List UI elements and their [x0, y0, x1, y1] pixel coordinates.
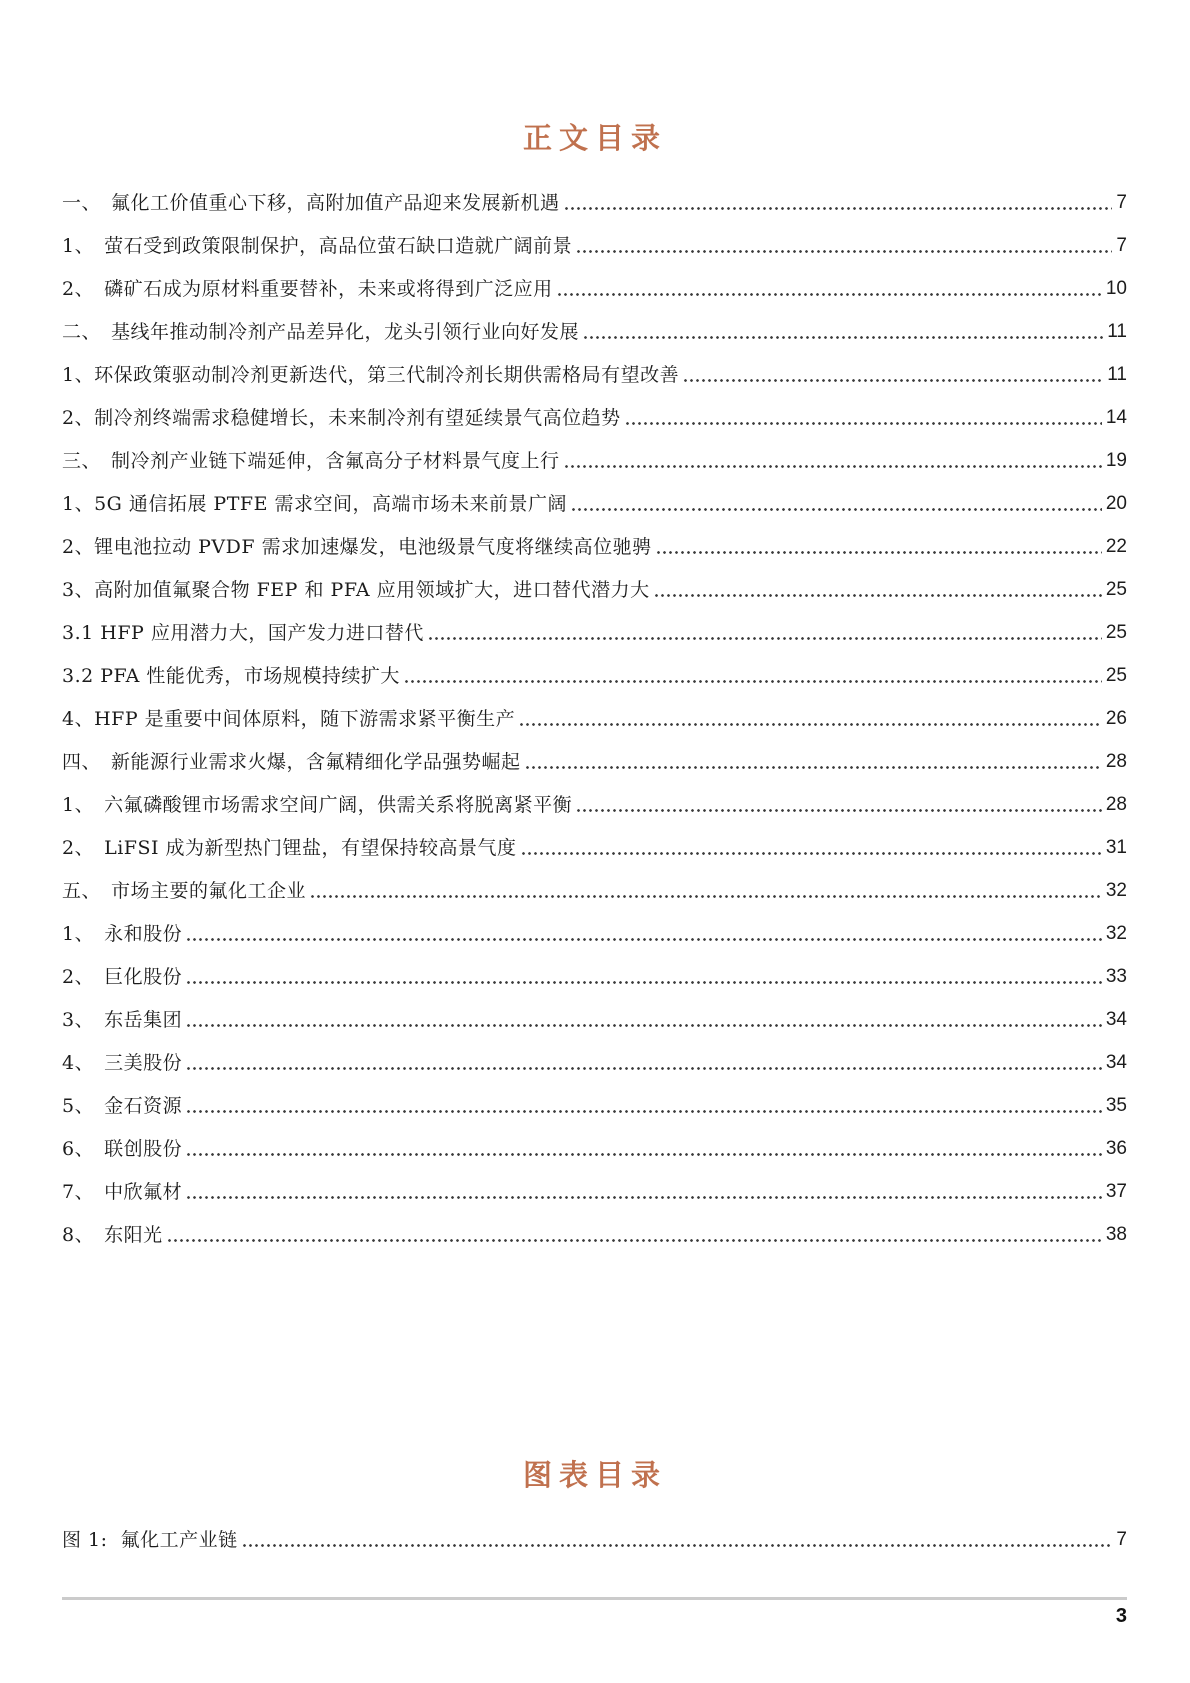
toc-entry[interactable] — [62, 731, 1127, 774]
footer-page-number: 3 — [1115, 1605, 1127, 1627]
dotted-leader — [657, 551, 1102, 554]
toc-entry[interactable] — [62, 903, 1127, 946]
toc-entry-page: 34 — [1105, 1052, 1127, 1073]
toc-entry[interactable] — [62, 215, 1127, 258]
dotted-leader — [168, 1239, 1102, 1242]
dotted-leader — [187, 981, 1102, 984]
toc-entry[interactable] — [62, 645, 1127, 688]
dotted-leader — [565, 465, 1102, 468]
dotted-leader — [522, 852, 1102, 855]
toc-entry[interactable] — [62, 516, 1127, 559]
dotted-leader — [577, 809, 1102, 812]
toc-entry-label: 2、 巨化股份 — [62, 966, 183, 988]
toc-entry[interactable] — [62, 688, 1127, 731]
figure-toc-entry[interactable] — [62, 1509, 1127, 1552]
toc-entry[interactable] — [62, 1032, 1127, 1075]
dotted-leader — [187, 938, 1102, 941]
dotted-leader — [684, 379, 1103, 382]
dotted-leader — [405, 680, 1102, 683]
toc-entry-label: 三、 制冷剂产业链下端延伸，含氟高分子材料景气度上行 — [62, 450, 560, 472]
toc-entry-label: 3.1 HFP 应用潜力大，国产发力进口替代 — [62, 622, 424, 644]
dotted-leader — [187, 1024, 1102, 1027]
dotted-leader — [311, 895, 1102, 898]
toc-entry-label: 四、 新能源行业需求火爆，含氟精细化学品强势崛起 — [62, 751, 521, 773]
dotted-leader — [572, 508, 1102, 511]
toc-entry-page: 38 — [1105, 1224, 1127, 1245]
toc-entry-page: 20 — [1105, 493, 1127, 514]
toc-entry-label: 5、 金石资源 — [62, 1095, 183, 1117]
toc-entry[interactable] — [62, 258, 1127, 301]
toc-entry-label: 1、 萤石受到政策限制保护，高品位萤石缺口造就广阔前景 — [62, 235, 573, 257]
dotted-leader — [558, 293, 1102, 296]
toc-entry[interactable] — [62, 1204, 1127, 1247]
toc-entry-label: 2、 磷矿石成为原材料重要替补，未来或将得到广泛应用 — [62, 278, 553, 300]
toc-entry-page: 35 — [1105, 1095, 1127, 1116]
toc-entry[interactable] — [62, 473, 1127, 516]
dotted-leader — [429, 637, 1102, 640]
toc-entry-label: 五、 市场主要的氟化工企业 — [62, 880, 307, 902]
toc-entry-label: 3、 东岳集团 — [62, 1009, 183, 1031]
dotted-leader — [577, 250, 1112, 253]
dotted-leader — [526, 766, 1102, 769]
dotted-leader — [626, 422, 1102, 425]
dotted-leader — [655, 594, 1102, 597]
toc-entry[interactable] — [62, 559, 1127, 602]
toc-entry-label: 6、 联创股份 — [62, 1138, 183, 1160]
dotted-leader — [584, 336, 1103, 339]
toc-entry[interactable] — [62, 860, 1127, 903]
toc-entry-page: 34 — [1105, 1009, 1127, 1030]
toc-entry-page: 7 — [1116, 192, 1127, 213]
toc-entry[interactable] — [62, 1075, 1127, 1118]
toc-entry[interactable] — [62, 430, 1127, 473]
main-toc-list — [62, 172, 1127, 1247]
toc-entry-label: 1、 永和股份 — [62, 923, 183, 945]
toc-entry-label: 2、制冷剂终端需求稳健增长，未来制冷剂有望延续景气高位趋势 — [62, 407, 621, 429]
figures-toc-list — [62, 1509, 1127, 1552]
figure-toc-entry-page: 7 — [1116, 1529, 1127, 1550]
figures-toc-title: 图表目录 — [522, 1458, 667, 1492]
toc-entry-label: 3.2 PFA 性能优秀，市场规模持续扩大 — [62, 665, 400, 687]
toc-entry-page: 11 — [1107, 321, 1127, 342]
dotted-leader — [565, 207, 1113, 210]
toc-entry[interactable] — [62, 344, 1127, 387]
toc-entry[interactable] — [62, 1161, 1127, 1204]
dotted-leader — [187, 1110, 1102, 1113]
figure-toc-entry-label: 图 1: 氟化工产业链 — [62, 1529, 238, 1551]
dotted-leader — [187, 1196, 1102, 1199]
toc-entry[interactable] — [62, 817, 1127, 860]
toc-entry-page: 31 — [1105, 837, 1127, 858]
toc-entry-page: 28 — [1105, 751, 1127, 772]
dotted-leader — [243, 1544, 1113, 1547]
toc-entry[interactable] — [62, 301, 1127, 344]
toc-entry-label: 1、5G 通信拓展 PTFE 需求空间，高端市场未来前景广阔 — [62, 493, 567, 515]
toc-entry-page: 25 — [1105, 579, 1127, 600]
toc-entry-page: 22 — [1105, 536, 1127, 557]
toc-entry-page: 36 — [1105, 1138, 1127, 1159]
toc-entry-label: 8、 东阳光 — [62, 1224, 163, 1246]
dotted-leader — [520, 723, 1102, 726]
toc-entry-page: 33 — [1105, 966, 1127, 987]
toc-entry[interactable] — [62, 989, 1127, 1032]
toc-entry-page: 11 — [1107, 364, 1127, 385]
toc-entry-label: 一、 氟化工价值重心下移，高附加值产品迎来发展新机遇 — [62, 192, 560, 214]
dotted-leader — [187, 1153, 1102, 1156]
toc-entry-page: 25 — [1105, 622, 1127, 643]
toc-entry-label: 1、 六氟磷酸锂市场需求空间广阔，供需关系将脱离紧平衡 — [62, 794, 573, 816]
toc-entry-label: 二、 基线年推动制冷剂产品差异化，龙头引领行业向好发展 — [62, 321, 580, 343]
toc-entry-page: 37 — [1105, 1181, 1127, 1202]
main-toc-title: 正文目录 — [522, 121, 667, 155]
toc-entry-page: 32 — [1105, 880, 1127, 901]
toc-entry-page: 25 — [1105, 665, 1127, 686]
toc-entry-label: 4、 三美股份 — [62, 1052, 183, 1074]
toc-entry[interactable] — [62, 387, 1127, 430]
toc-entry[interactable] — [62, 1118, 1127, 1161]
toc-entry-label: 3、高附加值氟聚合物 FEP 和 PFA 应用领域扩大，进口替代潜力大 — [62, 579, 650, 601]
toc-entry-label: 1、环保政策驱动制冷剂更新迭代，第三代制冷剂长期供需格局有望改善 — [62, 364, 680, 386]
toc-entry-page: 19 — [1105, 450, 1127, 471]
toc-entry[interactable] — [62, 172, 1127, 215]
toc-entry-page: 32 — [1105, 923, 1127, 944]
toc-entry-page: 10 — [1105, 278, 1127, 299]
toc-entry-page: 26 — [1105, 708, 1127, 729]
toc-entry-page: 7 — [1116, 235, 1127, 256]
toc-entry-page: 28 — [1105, 794, 1127, 815]
toc-entry[interactable] — [62, 946, 1127, 989]
toc-entry[interactable] — [62, 602, 1127, 645]
dotted-leader — [187, 1067, 1102, 1070]
toc-entry[interactable] — [62, 774, 1127, 817]
toc-entry-label: 2、 LiFSI 成为新型热门锂盐，有望保持较高景气度 — [62, 837, 517, 859]
toc-entry-page: 14 — [1105, 407, 1127, 428]
toc-entry-label: 4、HFP 是重要中间体原料，随下游需求紧平衡生产 — [62, 708, 516, 730]
toc-entry-label: 7、 中欣氟材 — [62, 1181, 183, 1203]
toc-entry-label: 2、锂电池拉动 PVDF 需求加速爆发，电池级景气度将继续高位驰骋 — [62, 536, 652, 558]
footer-divider — [62, 1597, 1127, 1600]
